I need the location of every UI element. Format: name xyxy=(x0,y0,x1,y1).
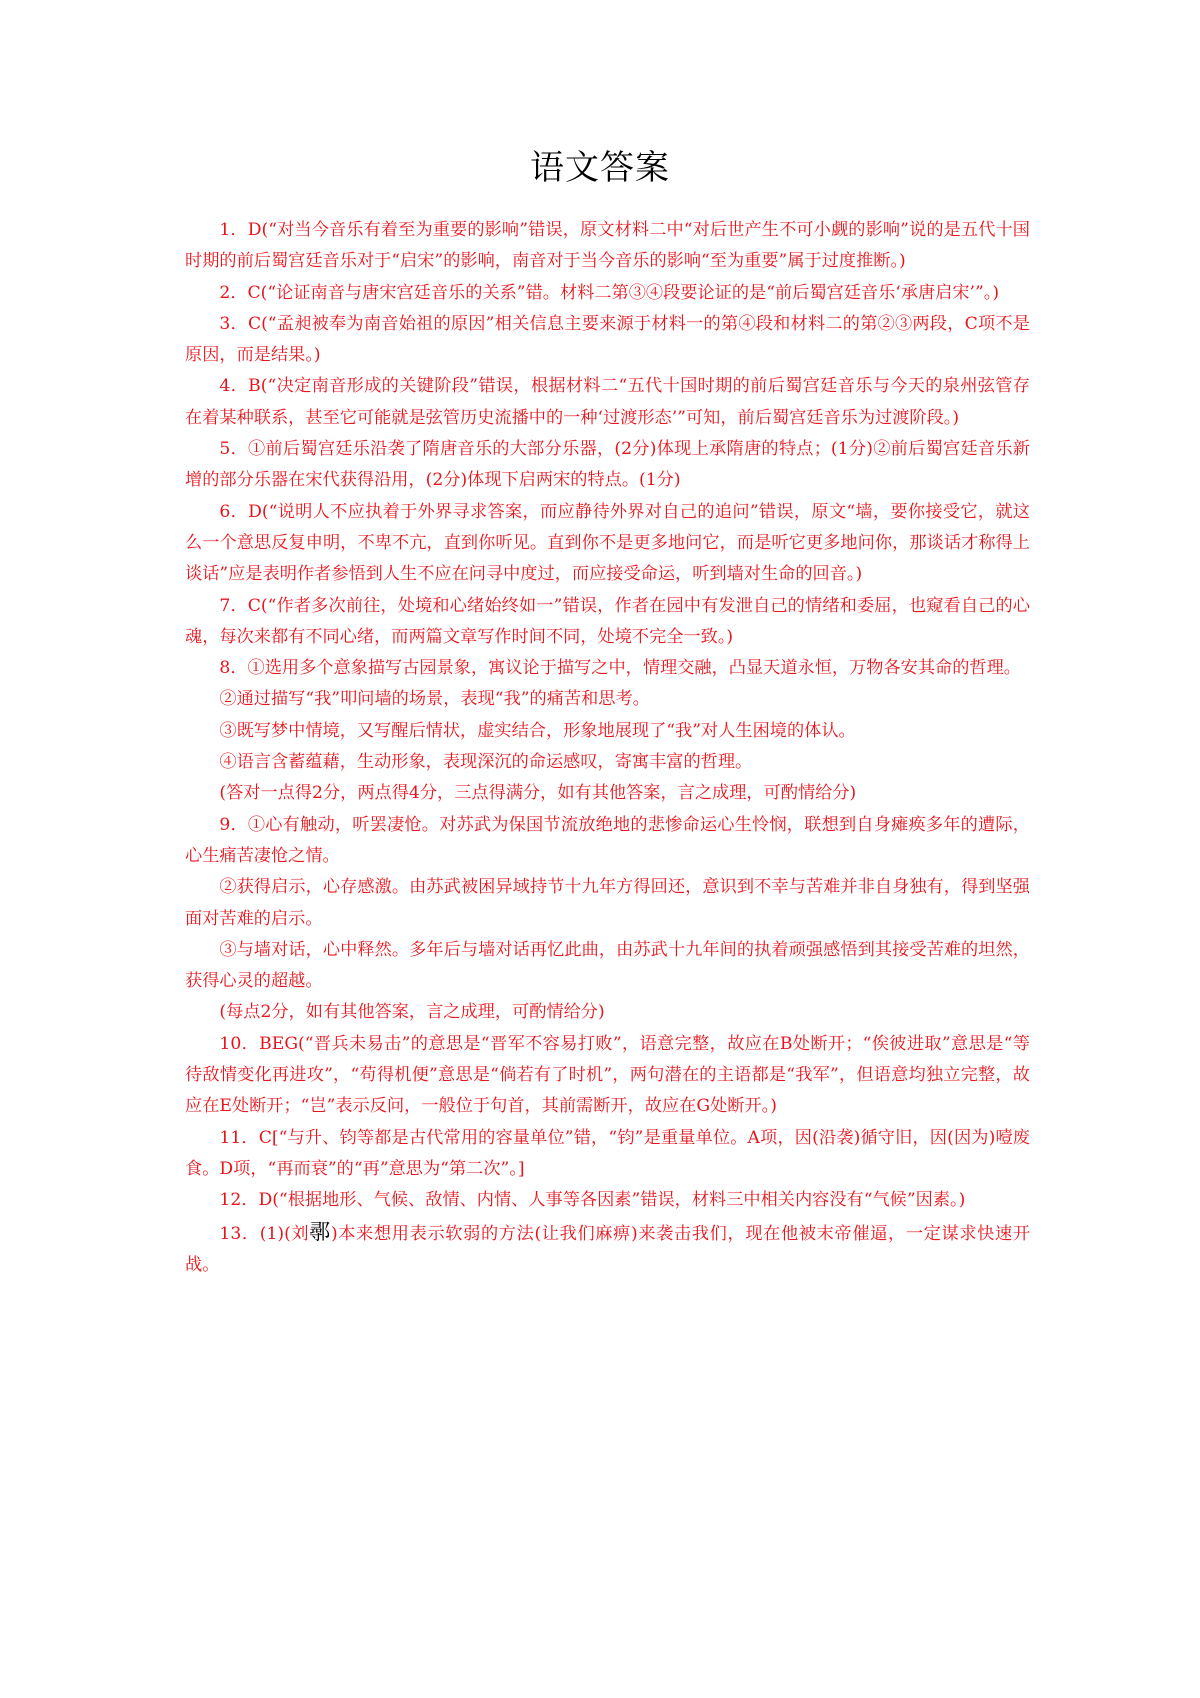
answer-9-point-2: ②获得启示，心存感激。由苏武被困异域持节十九年方得回还，意识到不幸与苦难并非自身独有，得到坚强面对苦难的启示。 xyxy=(185,877,1030,929)
answer-2: 2．C(“论证南音与唐宋宫廷音乐的关系”错。材料二第③④段要论证的是“前后蜀宫廷音乐‘承唐启宋’”。) xyxy=(219,282,1000,303)
answer-7: 7．C(“作者多次前往，处境和心绪始终如一”错误，作者在园中有发泄自己的情绪和委屈，也窥看自己的心魂，每次来都有不同心绪，而两篇文章写作时间不同，处境不完全一致。) xyxy=(185,595,1030,647)
answer-4: 4．B(“决定南音形成的关键阶段”错误，根据材料二“五代十国时期的前后蜀宫廷音乐与今天的泉州弦管存在着某种联系，甚至它可能就是弦管历史流播中的一种‘过渡形态’”可知，前后蜀宫廷音乐为过渡阶段。) xyxy=(185,376,1030,428)
answer-8-point-4: ④语言含蓄蕴藉，生动形象，表现深沉的命运感叹，寄寓丰富的哲理。 xyxy=(219,752,753,773)
answer-9-point-1: 9．①心有触动，听罢凄怆。对苏武为保国节流放绝地的悲惨命运心生怜悯，联想到自身瘫痪多年的遭际，心生痛苦凄怆之情。 xyxy=(185,814,1030,866)
answer-1: 1．D(“对当今音乐有着至为重要的影响”错误，原文材料二中“对后世产生不可小觑的影响”说的是五代十国时期的前后蜀宫廷音乐对于“启宋”的影响，南音对于当今音乐的影响“至为重要”属于过度推断。) xyxy=(185,220,1030,272)
answer-6: 6．D(“说明人不应执着于外界寻求答案，而应静待外界对自己的追问”错误，原文“墙，要你接受它，就这么一个意思反复申明，不卑不亢，直到你听见。直到你不是更多地问它，而是听它更多地问你，那谈话才称得上谈话”应是表明作者参悟到人生不应在问寻中度过，而应接受命运，听到墙对生命的回音。) xyxy=(185,501,1030,585)
answer-9-scoring-note: (每点2分，如有其他答案，言之成理，可酌情给分) xyxy=(219,1002,605,1023)
answer-13-rest: )本来想用表示软弱的方法(让我们麻痹)来袭击我们，现在他被末帝催逼，一定谋求快速开战。 xyxy=(185,1223,1031,1275)
page-title: 语文答案 xyxy=(530,148,670,188)
answer-3: 3．C(“孟昶被奉为南音始祖的原因”相关信息主要来源于材料一的第④段和材料二的第②③两段，C项不是原因，而是结果。) xyxy=(185,313,1030,366)
answer-13-start: 13．(1)(刘 xyxy=(219,1223,310,1244)
answer-13 xyxy=(185,1217,1030,1282)
answer-11: 11．C[“与升、钧等都是古代常用的容量单位”错，“钧”是重量单位。A项，因(沿袭)循守旧，因(因为)噎废食。D项，“再而衰”的“再”意思为“第二次”。] xyxy=(185,1127,1030,1179)
answer-10: 10．BEG(“晋兵未易击”的意思是“晋军不容易打败”，语意完整，故应在B处断开；“俟彼进取”意思是“等待敌情变化再进攻”，“苟得机便”意思是“倘若有了时机”，两句潜在的主语都是“我军”，但语意均独立完整，故应在E处断开；“岂”表示反问，一般位于句首，其前需断开，故应在G处断开。) xyxy=(185,1033,1030,1117)
answer-9-point-3: ③与墙对话，心中释然。多年后与墙对话再忆此曲，由苏武十九年间的执着顽强感悟到其接受苦难的坦然，获得心灵的超越。 xyxy=(185,939,1030,992)
answer-12: 12．D(“根据地形、气候、敌情、内情、人事等各因素”错误，材料三中相关内容没有“气候”因素。) xyxy=(219,1190,966,1211)
answer-8-point-3: ③既写梦中情境，又写醒后情状，虚实结合，形象地展现了“我”对人生困境的体认。 xyxy=(219,720,856,741)
answer-body xyxy=(185,215,1030,1281)
answer-8-point-2: ②通过描写“我”叩问墙的场景，表现“我”的痛苦和思考。 xyxy=(219,689,650,710)
answer-8-point-1: 8．①选用多个意象描写古园景象，寓议论于描写之中，情理交融，凸显天道永恒，万物各安其命的哲理。 xyxy=(219,658,1021,679)
answer-8-scoring-note: (答对一点得2分，两点得4分，三点得满分，如有其他答案，言之成理，可酌情给分) xyxy=(219,783,857,804)
answer-13-name-char: 鄩 xyxy=(309,1219,331,1244)
answer-5: 5．①前后蜀宫廷乐沿袭了隋唐音乐的大部分乐器，(2分)体现上承隋唐的特点；(1分)②前后蜀宫廷音乐新增的部分乐器在宋代获得沿用，(2分)体现下启两宋的特点。(1分) xyxy=(185,439,1030,491)
